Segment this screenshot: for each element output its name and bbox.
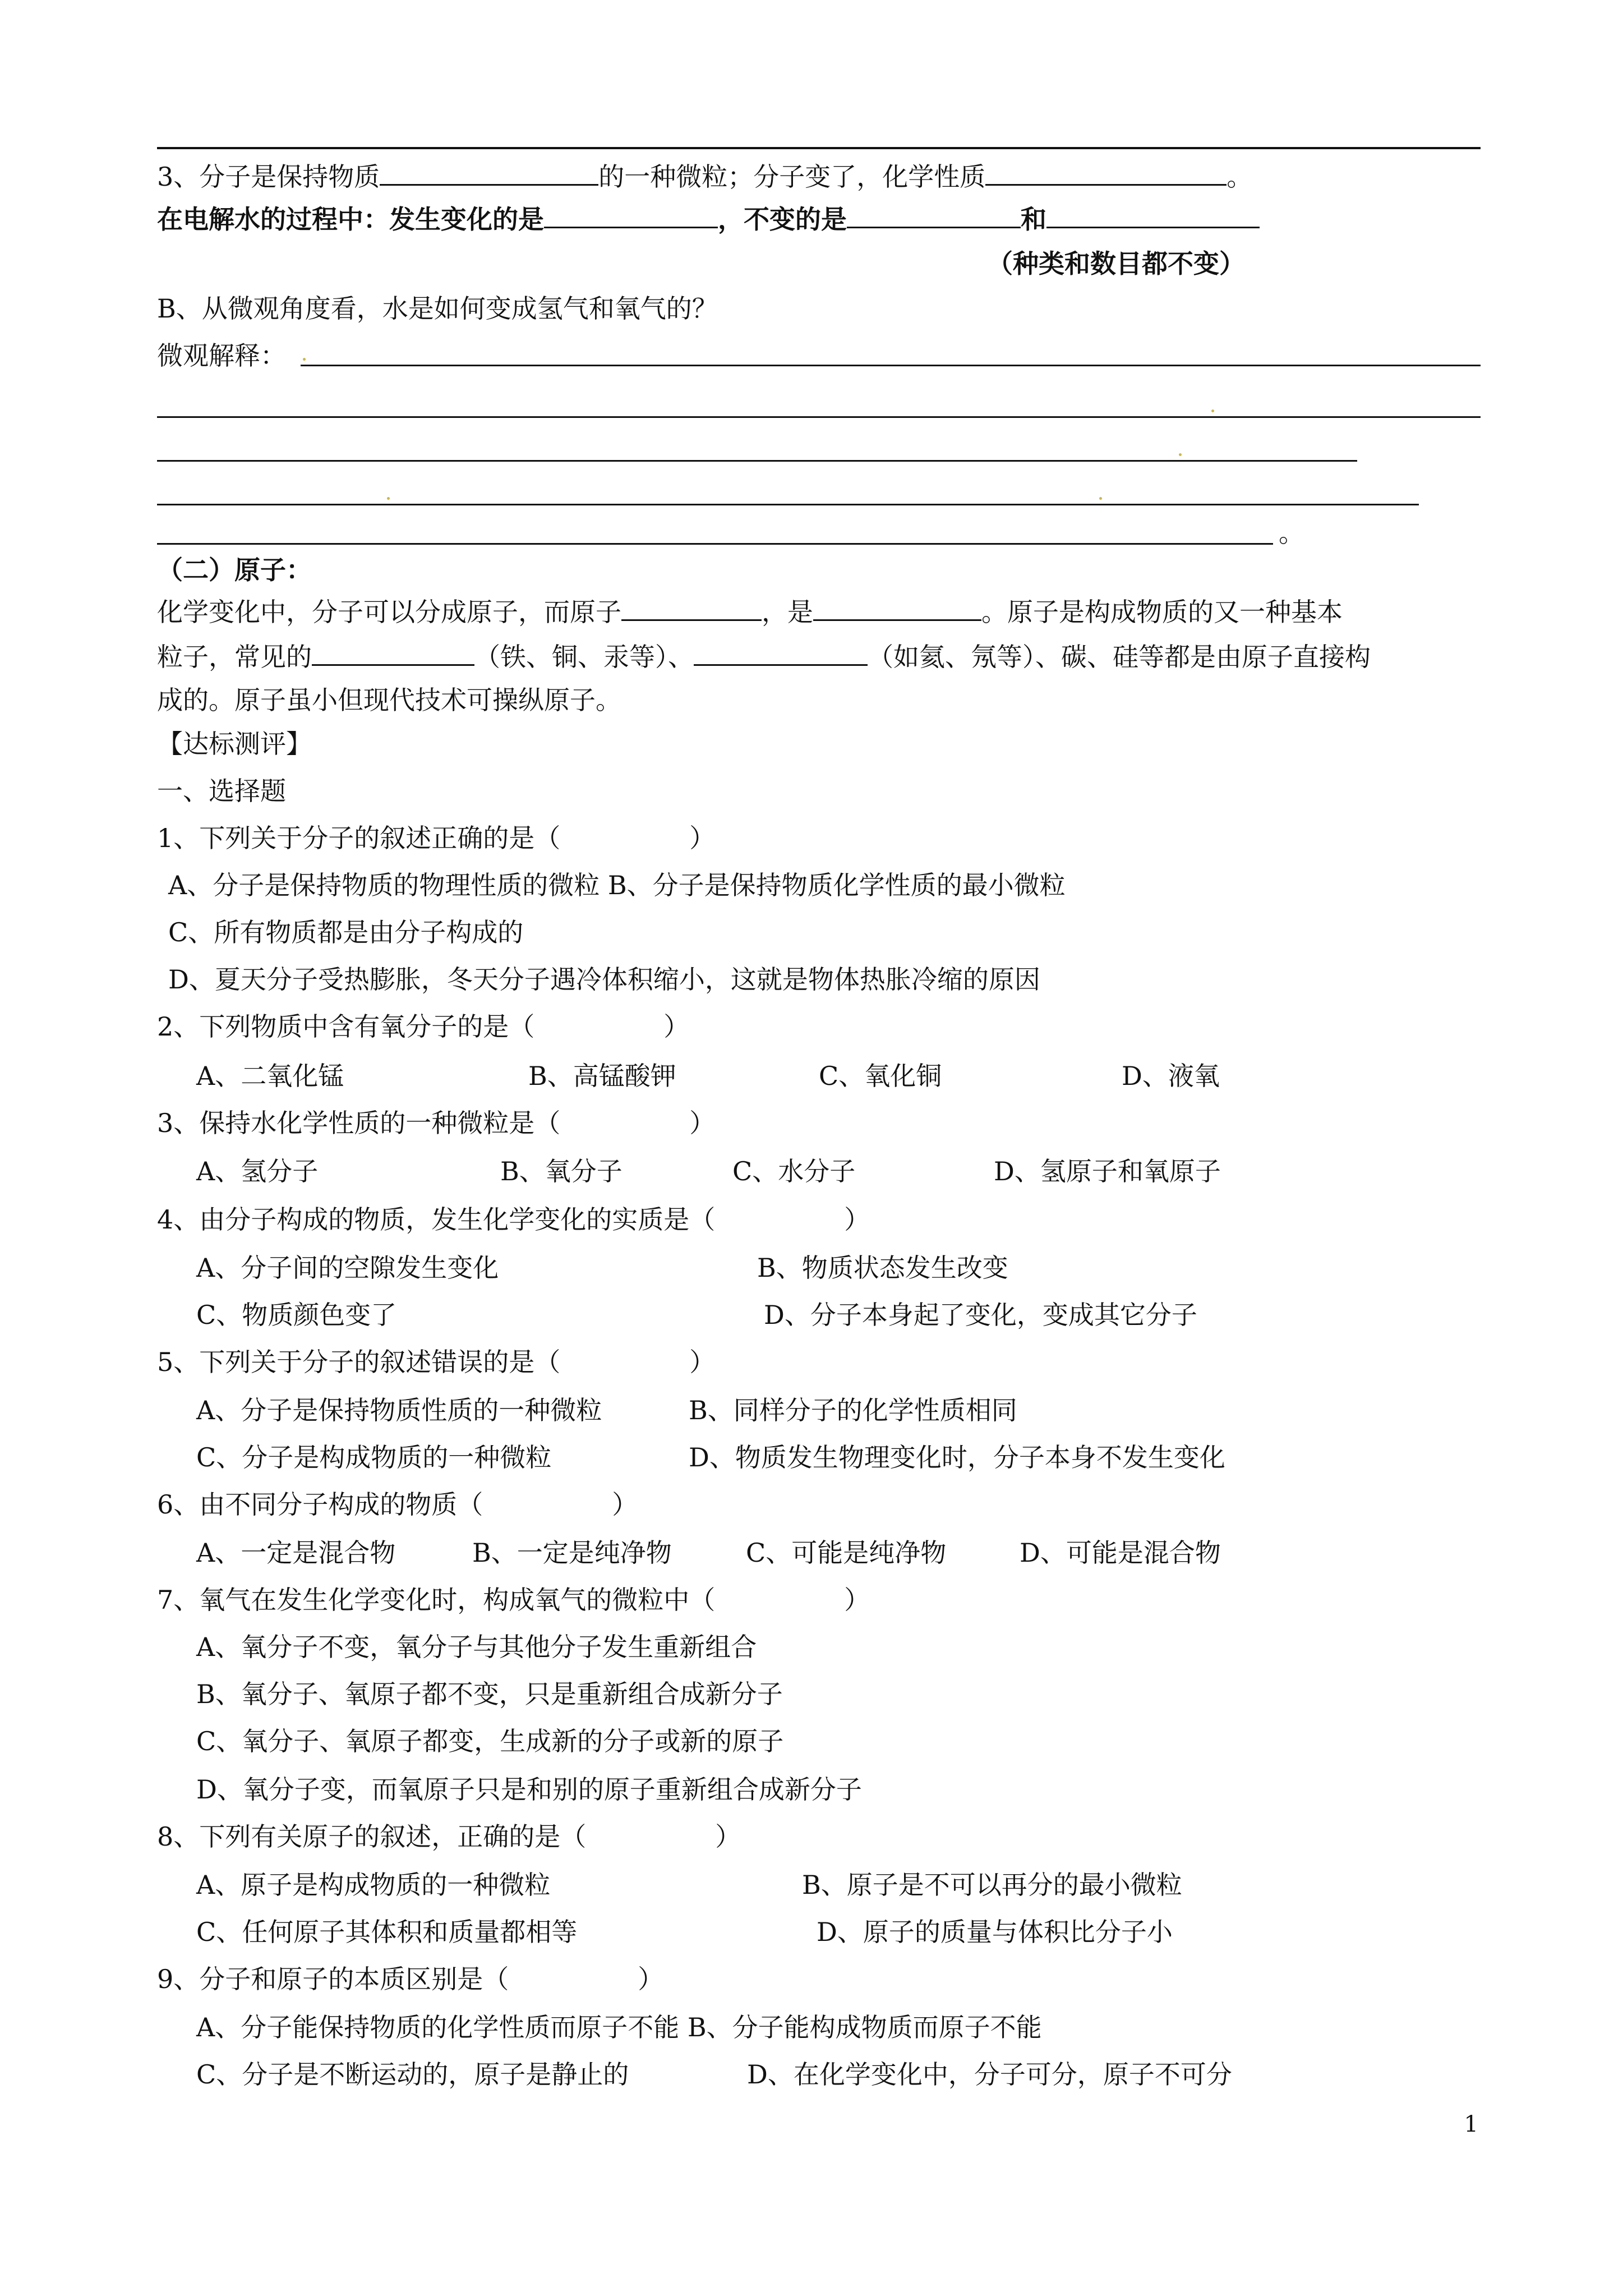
q6-option-c[interactable]: C、可能是纯净物 xyxy=(746,1538,947,1568)
blank-atom-2[interactable] xyxy=(813,595,981,621)
q4-options-row1 xyxy=(0,1251,1623,1285)
q7-option-c[interactable]: C、氧分子、氧原子都变，生成新的分子或新的原子 xyxy=(196,1726,784,1756)
blank-changed[interactable] xyxy=(544,202,718,228)
q2-option-b[interactable]: B、高锰酸钾 xyxy=(528,1061,676,1091)
q1-option-c[interactable]: C、所有物质都是由分子构成的 xyxy=(168,917,524,947)
q3-options xyxy=(0,1154,1623,1188)
question-7: 7、氧气在发生化学变化时，构成氧气的微粒中（ ） xyxy=(157,1585,870,1615)
q8-option-b[interactable]: B、原子是不可以再分的最小微粒 xyxy=(802,1870,1182,1900)
speck xyxy=(1099,497,1102,500)
question-2: 2、下列物质中含有氧分子的是（ ） xyxy=(157,1011,690,1042)
q7-option-d[interactable]: D、氧分子变，而氧原子只是和别的原子重新组合成新分子 xyxy=(196,1774,862,1805)
answer-line-4[interactable] xyxy=(157,504,1419,505)
q8-option-c[interactable]: C、任何原子其体积和质量都相等 xyxy=(196,1917,578,1947)
q2-option-c[interactable]: C、氧化铜 xyxy=(819,1061,942,1091)
speck xyxy=(387,497,390,500)
q7-option-a[interactable]: A、氧分子不变，氧分子与其他分子发生重新组合 xyxy=(196,1632,757,1662)
q9-option-d[interactable]: D、在化学变化中，分子可分，原子不可分 xyxy=(747,2059,1232,2090)
q8-options-row2 xyxy=(0,1915,1623,1949)
q3-option-a[interactable]: A、氢分子 xyxy=(196,1156,319,1186)
q5-option-b[interactable]: B、同样分子的化学性质相同 xyxy=(689,1395,1017,1425)
q4-option-b[interactable]: B、物质状态发生改变 xyxy=(757,1253,1008,1283)
q3-option-c[interactable]: C、水分子 xyxy=(732,1156,856,1186)
eval-title: 【达标测评】 xyxy=(157,729,312,759)
q1-option-ab[interactable]: A、分子是保持物质的物理性质的微粒 B、分子是保持物质化学性质的最小微粒 xyxy=(168,870,1066,900)
blank-unchanged-2[interactable] xyxy=(1046,202,1260,228)
q9-option-c[interactable]: C、分子是不断运动的，原子是静止的 xyxy=(196,2059,629,2090)
q5-option-c[interactable]: C、分子是构成物质的一种微粒 xyxy=(196,1442,552,1473)
q3-line: 3、分子是保持物质 的一种微粒；分子变了，化学性质 。 xyxy=(157,159,1252,193)
q4-option-d[interactable]: D、分子本身起了变化，变成其它分子 xyxy=(764,1300,1197,1330)
q6-option-b[interactable]: B、一定是纯净物 xyxy=(472,1538,672,1568)
question-8: 8、下列有关原子的叙述，正确的是（ ） xyxy=(157,1821,741,1852)
answer-period: 。 xyxy=(1279,518,1304,548)
q9-options-row2 xyxy=(0,2058,1623,2091)
blank-unchanged-1[interactable] xyxy=(847,202,1021,228)
q4-option-c[interactable]: C、物质颜色变了 xyxy=(196,1300,397,1330)
q6-option-d[interactable]: D、可能是混合物 xyxy=(1020,1538,1221,1568)
q8-option-d[interactable]: D、原子的质量与体积比分子小 xyxy=(817,1917,1173,1947)
blank-atom-3[interactable] xyxy=(312,639,474,666)
atom-para-2: 粒子，常见的 （铁、铜、汞等）、 （如氦、氖等）、碳、硅等都是由原子直接构 xyxy=(157,639,1371,673)
q7-option-b[interactable]: B、氧分子、氧原子都不变，只是重新组合成新分子 xyxy=(196,1679,783,1709)
atom-para-1: 化学变化中，分子可以分成原子，而原子 ，是 。原子是构成物质的又一种基本 xyxy=(157,595,1343,628)
speck xyxy=(1179,453,1182,456)
question-4: 4、由分子构成的物质，发生化学变化的实质是（ ） xyxy=(157,1204,870,1235)
question-b: B、从微观角度看，水是如何变成氢气和氧气的？ xyxy=(157,293,718,324)
question-5: 5、下列关于分子的叙述错误的是（ ） xyxy=(157,1347,716,1377)
q8-option-a[interactable]: A、原子是构成物质的一种微粒 xyxy=(196,1870,551,1900)
q2-option-d[interactable]: D、液氧 xyxy=(1122,1061,1220,1091)
q4-option-a[interactable]: A、分子间的空隙发生变化 xyxy=(196,1253,499,1283)
blank-2[interactable] xyxy=(985,159,1227,186)
q1-option-d[interactable]: D、夏天分子受热膨胀，冬天分子遇冷体积缩小，这就是物体热胀冷缩的原因 xyxy=(168,964,1040,995)
micro-label: 微观解释： xyxy=(157,341,286,371)
electrolysis-line: 在电解水的过程中：发生变化的是 ，不变的是 和 xyxy=(157,202,1260,236)
q9-option-ab[interactable]: A、分子能保持物质的化学性质而原子不能 B、分子能构成物质而原子不能 xyxy=(196,2012,1042,2042)
note-kind-number: （种类和数目都不变） xyxy=(987,249,1245,279)
q5-option-d[interactable]: D、物质发生物理变化时，分子本身不发生变化 xyxy=(689,1442,1225,1473)
q4-options-row2 xyxy=(0,1298,1623,1332)
top-rule xyxy=(157,147,1481,149)
answer-line-1[interactable] xyxy=(301,365,1481,366)
q5-option-a[interactable]: A、分子是保持物质性质的一种微粒 xyxy=(196,1395,602,1425)
q2-option-a[interactable]: A、二氧化锰 xyxy=(196,1061,344,1091)
q3-option-b[interactable]: B、氧分子 xyxy=(500,1156,623,1186)
speck xyxy=(303,358,306,361)
q8-options-row1 xyxy=(0,1868,1623,1902)
question-6: 6、由不同分子构成的物质（ ） xyxy=(157,1489,638,1520)
question-3: 3、保持水化学性质的一种微粒是（ ） xyxy=(157,1108,716,1138)
answer-line-5[interactable] xyxy=(157,543,1273,545)
q2-options xyxy=(0,1059,1623,1093)
q5-options-row1 xyxy=(0,1393,1623,1427)
question-1: 1、下列关于分子的叙述正确的是（ ） xyxy=(157,823,716,853)
blank-1[interactable] xyxy=(380,159,598,186)
blank-atom-1[interactable] xyxy=(621,595,762,621)
answer-line-2[interactable] xyxy=(157,416,1481,418)
q6-options xyxy=(0,1536,1623,1570)
blank-atom-4[interactable] xyxy=(694,639,868,666)
q6-option-a[interactable]: A、一定是混合物 xyxy=(196,1538,396,1568)
part-title: 一、选择题 xyxy=(157,776,286,806)
q5-options-row2 xyxy=(0,1441,1623,1474)
page-number: 1 xyxy=(1464,2111,1478,2137)
q3-option-d[interactable]: D、氢原子和氧原子 xyxy=(994,1156,1221,1186)
answer-line-3[interactable] xyxy=(157,460,1357,462)
speck xyxy=(1211,409,1214,412)
question-9: 9、分子和原子的本质区别是（ ） xyxy=(157,1964,664,1994)
atom-para-3: 成的。原子虽小但现代技术可操纵原子。 xyxy=(157,685,621,715)
section-atom-title: （二）原子： xyxy=(157,555,312,585)
